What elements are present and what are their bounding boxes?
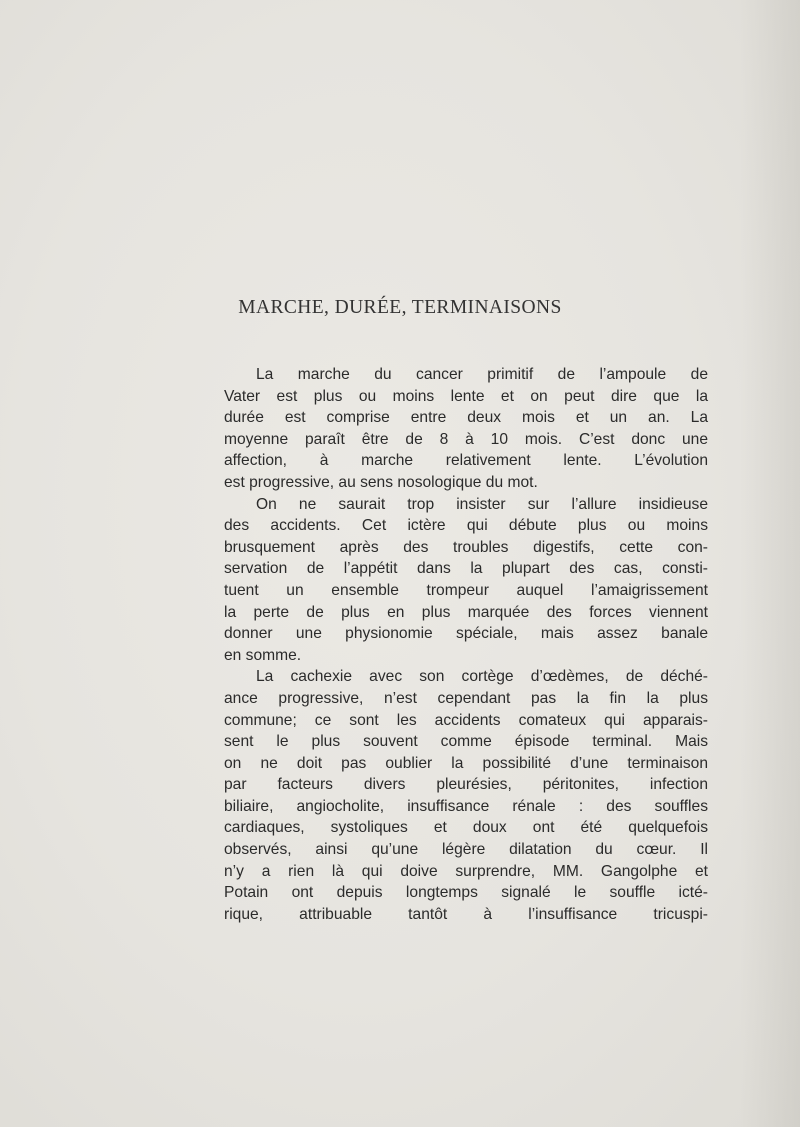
- text-line: durée est comprise entre deux mois et un an. La: [224, 409, 708, 427]
- text-line: sent le plus souvent comme épisode terminal. Mais: [224, 733, 708, 751]
- text-line: ance progressive, n’est cependant pas la fin la plus: [224, 689, 708, 707]
- text-line: commune; ce sont les accidents comateux qui apparais-: [224, 711, 708, 729]
- text-line: moyenne paraît être de 8 à 10 mois. C’est donc une: [224, 430, 708, 448]
- text-line: donner une physionomie spéciale, mais assez banale: [224, 625, 708, 643]
- text-line: La cachexie avec son cortège d’œdèmes, de déché-: [256, 668, 708, 686]
- text-line: la perte de plus en plus marquée des forces viennent: [224, 603, 708, 621]
- text-line: par facteurs divers pleurésies, péritonites, infection: [224, 776, 708, 794]
- body-text: [224, 364, 708, 925]
- text-line: cardiaques, systoliques et doux ont été quelquefois: [224, 819, 708, 837]
- text-line: Vater est plus ou moins lente et on peut dire que la: [224, 387, 708, 405]
- text-line: est progressive, au sens nosologique du mot.: [224, 473, 538, 491]
- text-line: affection, à marche relativement lente. L’évolution: [224, 452, 708, 470]
- text-line: rique, attribuable tantôt à l’insuffisance tricuspi-: [224, 905, 708, 923]
- text-line: n’y a rien là qui doive surprendre, MM. Gangolphe et: [224, 862, 708, 880]
- text-line: tuent un ensemble trompeur auquel l’amaigrissement: [224, 581, 708, 599]
- text-line: On ne saurait trop insister sur l’allure insidieuse: [256, 495, 708, 513]
- page-edge-shadow: [740, 0, 800, 1127]
- text-line: des accidents. Cet ictère qui débute plus ou moins: [224, 517, 708, 535]
- chapter-title: MARCHE, DURÉE, TERMINAISONS: [238, 297, 562, 318]
- text-line: en somme.: [224, 646, 302, 664]
- text-line: servation de l’appétit dans la plupart des cas, consti-: [224, 560, 708, 578]
- text-line: Potain ont depuis longtemps signalé le souffle icté-: [224, 884, 708, 902]
- text-line: brusquement après des troubles digestifs, cette con-: [224, 538, 708, 556]
- text-line: La marche du cancer primitif de l’ampoule de: [256, 366, 708, 383]
- text-line: on ne doit pas oublier la possibilité d’une terminaison: [224, 754, 708, 772]
- text-line: observés, ainsi qu’une légère dilatation du cœur. Il: [224, 841, 708, 859]
- text-line: biliaire, angiocholite, insuffisance rénale : des souffles: [224, 797, 708, 815]
